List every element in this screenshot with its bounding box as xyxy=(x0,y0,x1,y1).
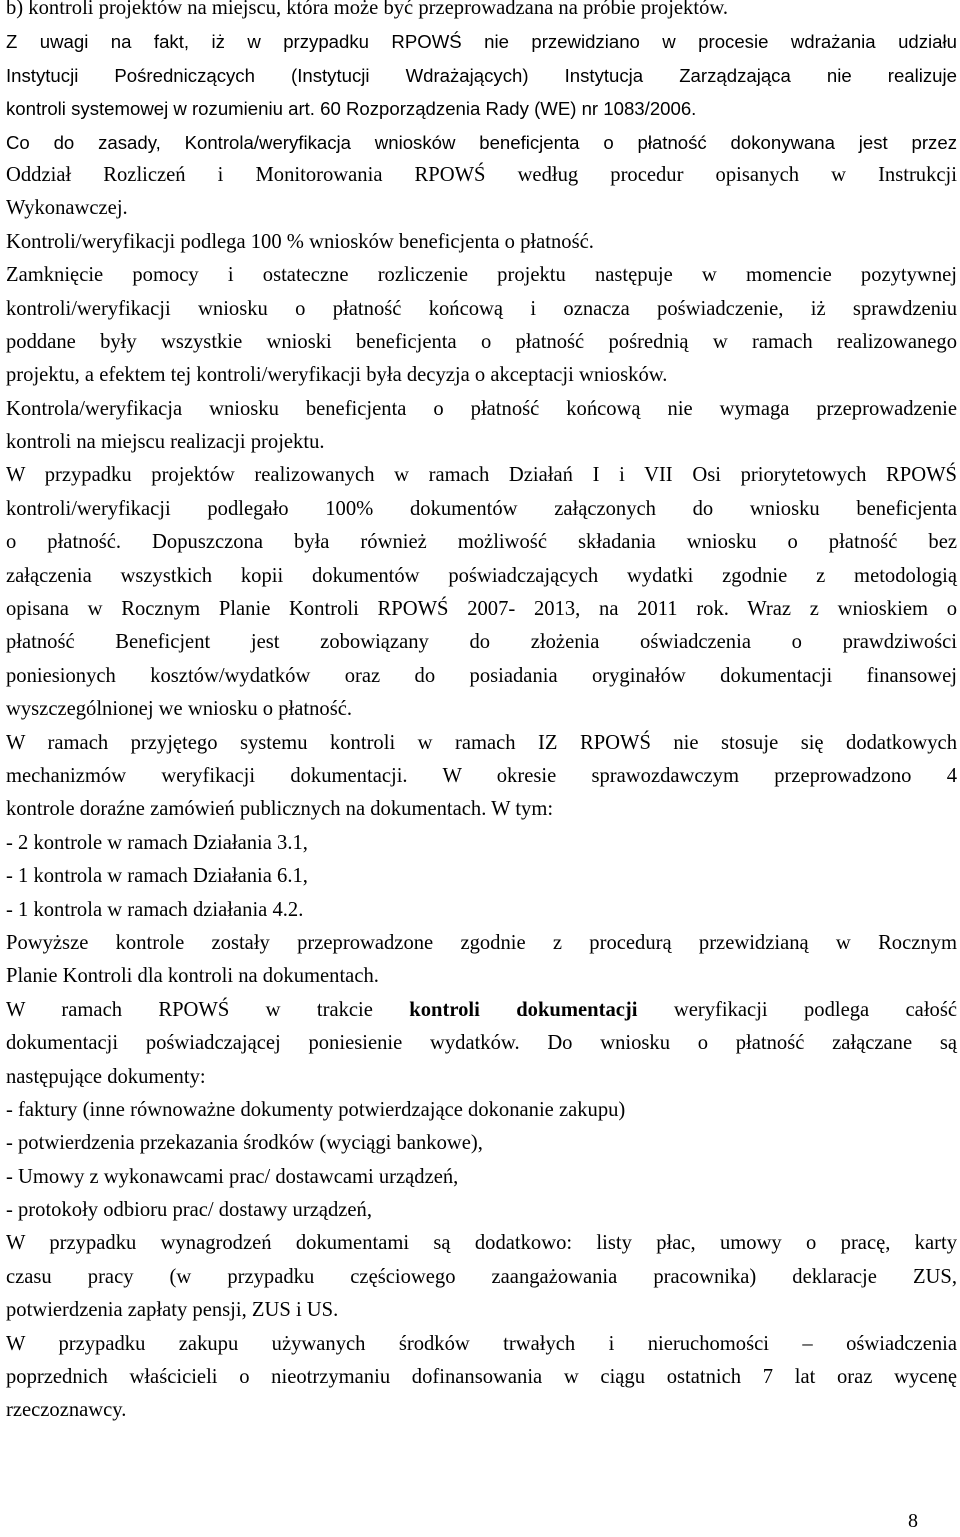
text-line: płatność Beneficjent jest zobowiązany do złożenia oświadczenia o prawdziwości xyxy=(6,631,957,654)
text-line: Zamknięcie pomocy i ostateczne rozliczenie projektu następuje w momencie pozytywnej xyxy=(6,264,957,287)
text-line-mixed xyxy=(6,994,957,1027)
document-page xyxy=(6,0,957,1428)
page-number: 8 xyxy=(908,1510,918,1532)
text-line: poprzednich właścicieli o nieotrzymaniu dofinansowania w ciągu ostatnich 7 lat oraz wycenę xyxy=(6,1366,957,1389)
text-line: kontroli/weryfikacji wniosku o płatność końcową i oznacza poświadczenie, iż sprawdzeniu xyxy=(6,297,957,320)
text-line: Oddział Rozliczeń i Monitorowania RPOWŚ według procedur opisanych w Instrukcji xyxy=(6,163,957,186)
text-line: kontroli na miejscu realizacji projektu. xyxy=(6,431,325,454)
text-run: weryfikacji podlega całość xyxy=(673,998,957,1021)
text-line: W ramach przyjętego systemu kontroli w ramach IZ RPOWŚ nie stosuje się dodatkowych xyxy=(6,731,957,754)
text-line: Co do zasady, Kontrola/weryfikacja wniosków beneficjenta o płatność dokonywana jest przez xyxy=(6,131,957,153)
list-item: - 2 kontrole w ramach Działania 3.1, xyxy=(6,831,308,854)
text-line: opisana w Rocznym Planie Kontroli RPOWŚ 2007- 2013, na 2011 rok. Wraz z wnioskiem o xyxy=(6,598,957,621)
text-line: Instytucji Pośredniczących (Instytucji Wdrażających) Instytucja Zarządzająca nie realizuje xyxy=(6,64,957,86)
text-line: wyszczególnionej we wniosku o płatność. xyxy=(6,698,353,721)
text-line: poniesionych kosztów/wydatków oraz do posiadania oryginałów dokumentacji finansowej xyxy=(6,664,957,687)
text-line: następujące dokumenty: xyxy=(6,1065,206,1088)
text-line: Z uwagi na fakt, iż w przypadku RPOWŚ nie przewidziano w procesie wdrażania udziału xyxy=(6,31,957,53)
text-line: Kontroli/weryfikacji podlega 100 % wniosków beneficjenta o płatność. xyxy=(6,230,594,253)
text-line: b) kontroli projektów na miejscu, która może być przeprowadzana na próbie projektów. xyxy=(6,0,729,19)
text-line: potwierdzenia zapłaty pensji, ZUS i US. xyxy=(6,1299,339,1322)
text-line: W przypadku projektów realizowanych w ramach Działań I i VII Osi priorytetowych RPOWŚ xyxy=(6,464,957,487)
text-line: o płatność. Dopuszczona była również możliwość składania wniosku o płatność bez xyxy=(6,531,957,554)
text-line: W przypadku wynagrodzeń dokumentami są dodatkowo: listy płac, umowy o pracę, karty xyxy=(6,1232,957,1255)
bold-term: kontroli dokumentacji xyxy=(409,998,638,1021)
list-item: - protokoły odbioru prac/ dostawy urządzeń, xyxy=(6,1199,373,1222)
text-line: załączenia wszystkich kopii dokumentów poświadczających wydatki zgodnie z metodologią xyxy=(6,564,957,587)
text-line: kontrole doraźne zamówień publicznych na dokumentach. W tym: xyxy=(6,798,554,821)
list-item: - 1 kontrola w ramach Działania 6.1, xyxy=(6,865,308,888)
text-line: projektu, a efektem tej kontroli/weryfikacji była decyzja o akceptacji wniosków. xyxy=(6,364,668,387)
text-line: kontroli/weryfikacji podlegało 100% dokumentów załączonych do wniosku beneficjenta xyxy=(6,497,957,520)
text-line: poddane były wszystkie wnioski beneficjenta o płatność pośrednią w ramach realizowanego xyxy=(6,330,957,353)
text-line: Planie Kontroli dla kontroli na dokumentach. xyxy=(6,965,379,988)
text-line: Kontrola/weryfikacja wniosku beneficjenta o płatność końcową nie wymaga przeprowadzenie xyxy=(6,397,957,420)
text-line: mechanizmów weryfikacji dokumentacji. W okresie sprawozdawczym przeprowadzono 4 xyxy=(6,764,957,787)
text-line: W przypadku zakupu używanych środków trwałych i nieruchomości – oświadczenia xyxy=(6,1332,957,1355)
text-line: Wykonawczej. xyxy=(6,197,128,220)
text-line: rzeczoznawcy. xyxy=(6,1399,127,1422)
text-run: W ramach RPOWŚ w trakcie xyxy=(6,998,373,1021)
list-item: - Umowy z wykonawcami prac/ dostawcami urządzeń, xyxy=(6,1165,459,1188)
text-line: kontroli systemowej w rozumieniu art. 60 Rozporządzenia Rady (WE) nr 1083/2006. xyxy=(6,98,697,120)
list-item: - 1 kontrola w ramach działania 4.2. xyxy=(6,898,304,921)
text-line: czasu pracy (w przypadku częściowego zaangażowania pracownika) deklaracje ZUS, xyxy=(6,1265,957,1288)
list-item: - potwierdzenia przekazania środków (wyciągi bankowe), xyxy=(6,1132,483,1155)
text-line: dokumentacji poświadczającej poniesienie wydatków. Do wniosku o płatność załączane są xyxy=(6,1032,957,1055)
list-item: - faktury (inne równoważne dokumenty potwierdzające dokonanie zakupu) xyxy=(6,1098,626,1121)
text-line: Powyższe kontrole zostały przeprowadzone zgodnie z procedurą przewidzianą w Rocznym xyxy=(6,931,957,954)
